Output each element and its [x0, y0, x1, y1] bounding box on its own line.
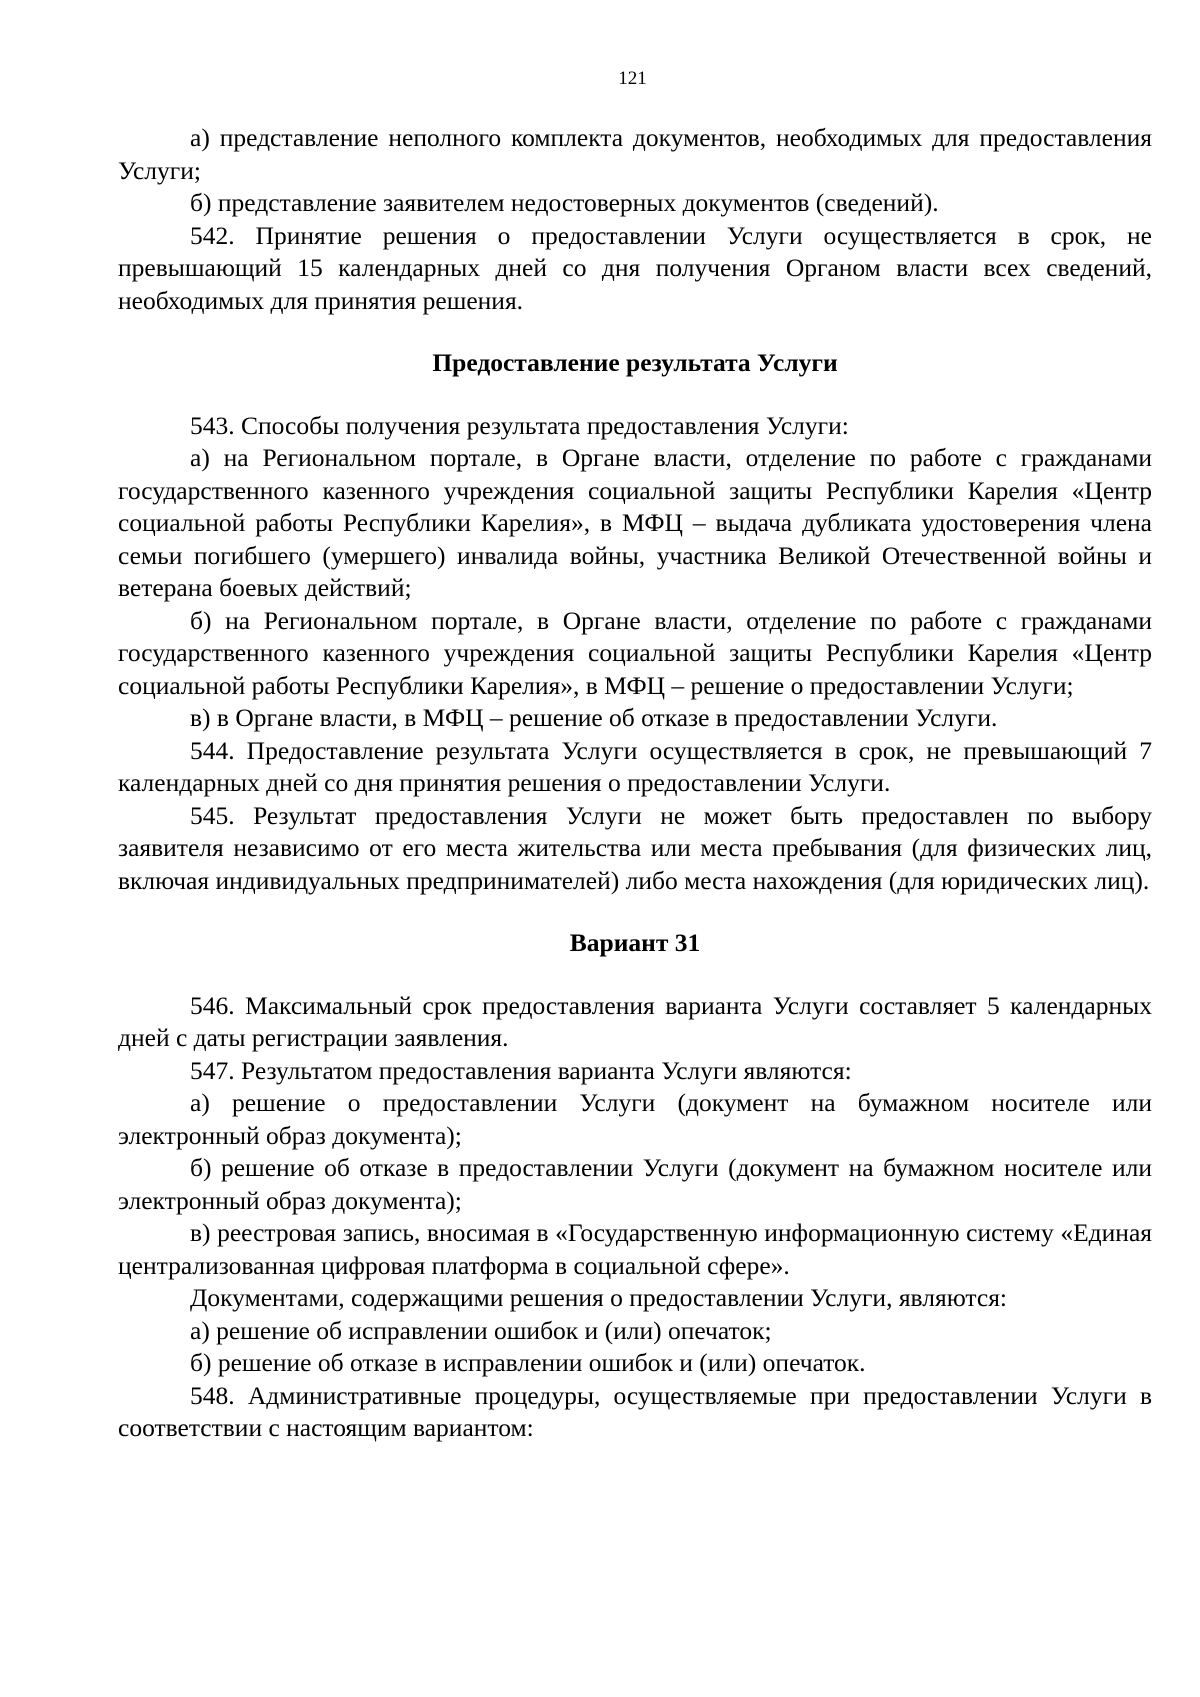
paragraph-543-a: а) на Региональном портале, в Органе власти, отделение по работе с гражданами государственного казенного учреждения социальной защиты Республики Карелия «Центр социальной работы Республики Карелия», в МФЦ – выдача дубликата удостоверения члена семьи погибшего (умершего) инвалида войны, участника Великой Отечественной войны и ветерана боевых действий; [118, 443, 1152, 602]
document-body [118, 122, 1152, 1445]
paragraph-543-b: б) на Региональном портале, в Органе власти, отделение по работе с гражданами государственного казенного учреждения социальной защиты Республики Карелия «Центр социальной работы Республики Карелия», в МФЦ – решение о предоставлении Услуги; [118, 605, 1152, 700]
paragraph-545: 545. Результат предоставления Услуги не может быть предоставлен по выбору заявителя независимо от его места жительства или места пребывания (для физических лиц, включая индивидуальных предпринимателей) либо места нахождения (для юридических лиц). [118, 800, 1152, 895]
paragraph-documents-decisions: Документами, содержащими решения о предоставлении Услуги, являются: [190, 1283, 1008, 1312]
spacer [118, 897, 1152, 927]
paragraph-547-a: а) решение о предоставлении Услуги (документ на бумажном носителе или электронный образ документа); [118, 1088, 1152, 1150]
paragraph-546: 546. Максимальный срок предоставления варианта Услуги составляет 5 календарных дней с даты регистрации заявления. [118, 990, 1152, 1052]
paragraph-547-b: б) решение об отказе в предоставлении Услуги (документ на бумажном носителе или электронный образ документа); [118, 1153, 1152, 1215]
spacer [118, 317, 1152, 347]
paragraph-542: 542. Принятие решения о предоставлении Услуги осуществляется в срок, не превышающий 15 календарных дней со дня получения Органом власти всех сведений, необходимых для принятия решения. [118, 220, 1152, 315]
paragraph-item-a-incomplete-docs: а) представление неполного комплекта документов, необходимых для предоставления Услуги; [118, 123, 1152, 185]
paragraph-543: 543. Способы получения результата предоставления Услуги: [190, 410, 849, 440]
paragraph-decisions-a: а) решение об исправлении ошибок и (или) опечаток; [190, 1315, 772, 1345]
spacer [118, 380, 1152, 410]
paragraph-item-b-false-docs: б) представление заявителем недостоверных документов (сведений). [190, 188, 939, 217]
section-heading-variant-31: Вариант 31 [569, 928, 701, 957]
paragraph-547: 547. Результатом предоставления варианта Услуги являются: [190, 1055, 852, 1085]
paragraph-543-c: в) в Органе власти, в МФЦ – решение об отказе в предоставлении Услуги. [190, 703, 998, 732]
paragraph-544: 544. Предоставление результата Услуги осуществляется в срок, не превышающий 7 календарных дней со дня принятия решения о предоставлении Услуги. [118, 735, 1152, 797]
spacer [118, 960, 1152, 990]
paragraph-547-c: в) реестровая запись, вносимая в «Государственную информационную систему «Единая централизованная цифровая платформа в социальной сфере». [118, 1218, 1152, 1280]
paragraph-decisions-b: б) решение об отказе в исправлении ошибок и (или) опечаток. [190, 1348, 866, 1377]
section-heading-result: Предоставление результата Услуги [432, 348, 838, 377]
paragraph-548: 548. Административные процедуры, осуществляемые при предоставлении Услуги в соответствии с настоящим вариантом: [118, 1380, 1152, 1442]
page-number: 121 [618, 68, 647, 89]
